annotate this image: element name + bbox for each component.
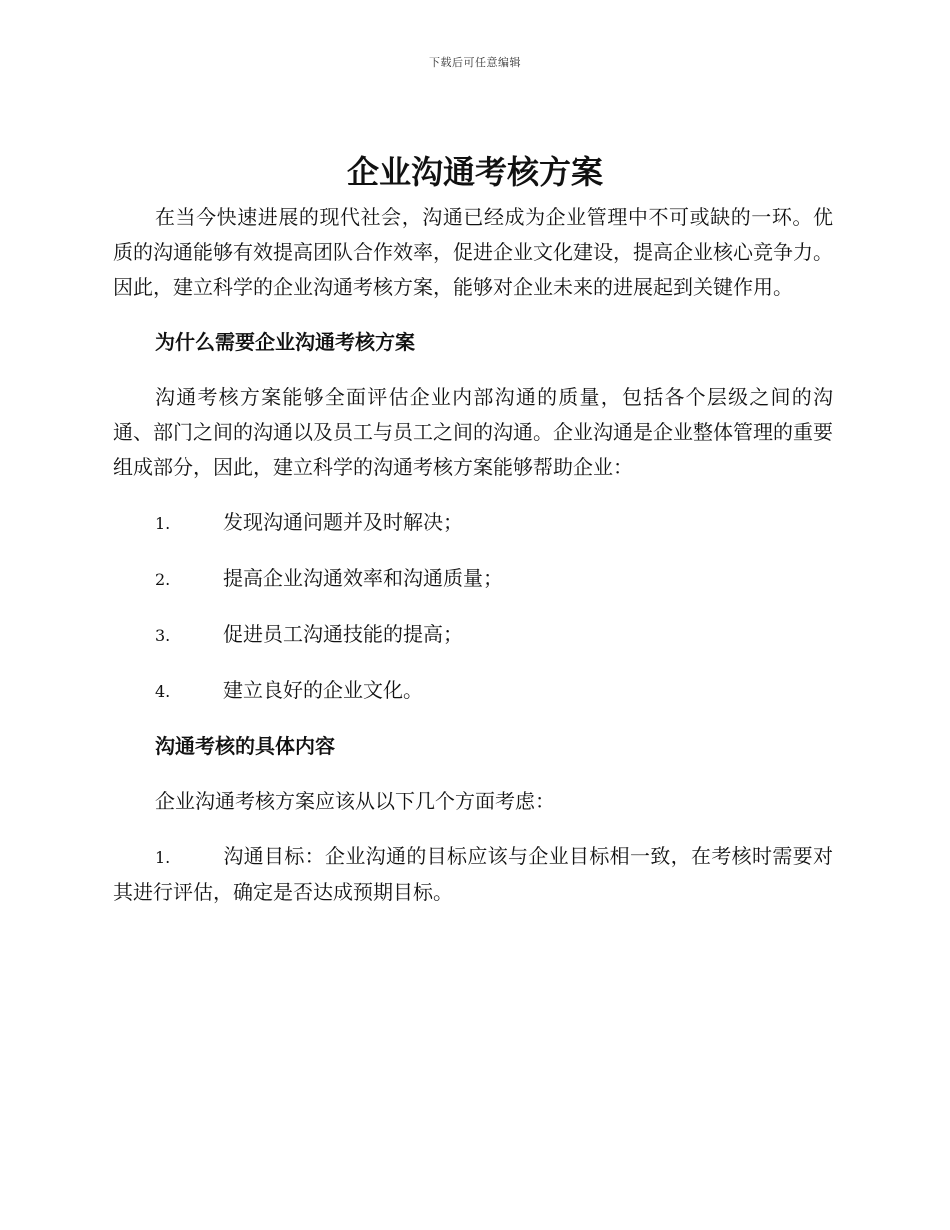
list-number: 1. <box>155 514 171 533</box>
list-number: 4. <box>155 682 171 701</box>
list-text: 发现沟通问题并及时解决； <box>223 510 463 534</box>
list-item <box>113 617 833 653</box>
spacer <box>113 653 833 673</box>
document-title: 企业沟通考核方案 <box>346 153 603 191</box>
section-heading-content: 沟通考核的具体内容 <box>155 734 335 758</box>
list-text: 沟通目标：企业沟通的目标应该与企业目标相一致，在考核时需要对其进行评估，确定是否达成预期目标。 <box>113 844 833 904</box>
benefits-list <box>113 485 833 709</box>
list-text: 促进员工沟通技能的提高； <box>223 622 463 646</box>
header-note: 下载后可任意编辑 <box>429 56 521 69</box>
spacer <box>113 541 833 561</box>
list-number: 1. <box>155 848 171 867</box>
content-list <box>113 819 833 910</box>
section-paragraph-content: 企业沟通考核方案应该从以下几个方面考虑： <box>155 789 555 813</box>
section-heading-why: 为什么需要企业沟通考核方案 <box>155 330 415 354</box>
spacer <box>113 709 833 729</box>
document-body <box>113 200 833 910</box>
section-paragraph-why: 沟通考核方案能够全面评估企业内部沟通的质量，包括各个层级之间的沟通、部门之间的沟通以及员工与员工之间的沟通。企业沟通是企业整体管理的重要组成部分，因此，建立科学的沟通考核方案能够帮助企业： <box>113 385 833 479</box>
list-item <box>113 839 833 910</box>
list-number: 3. <box>155 626 171 645</box>
list-text: 建立良好的企业文化。 <box>223 678 423 702</box>
list-item <box>113 561 833 597</box>
spacer <box>113 597 833 617</box>
list-item <box>113 673 833 709</box>
spacer <box>113 819 833 839</box>
spacer <box>113 764 833 784</box>
list-number: 2. <box>155 570 171 589</box>
spacer <box>113 485 833 505</box>
intro-paragraph: 在当今快速进展的现代社会，沟通已经成为企业管理中不可或缺的一环。优质的沟通能够有效提高团队合作效率，促进企业文化建设，提高企业核心竞争力。因此，建立科学的企业沟通考核方案，能够对企业未来的进展起到关键作用。 <box>113 205 833 299</box>
list-text: 提高企业沟通效率和沟通质量； <box>223 566 503 590</box>
list-item <box>113 505 833 541</box>
spacer <box>113 360 833 380</box>
spacer <box>113 305 833 325</box>
